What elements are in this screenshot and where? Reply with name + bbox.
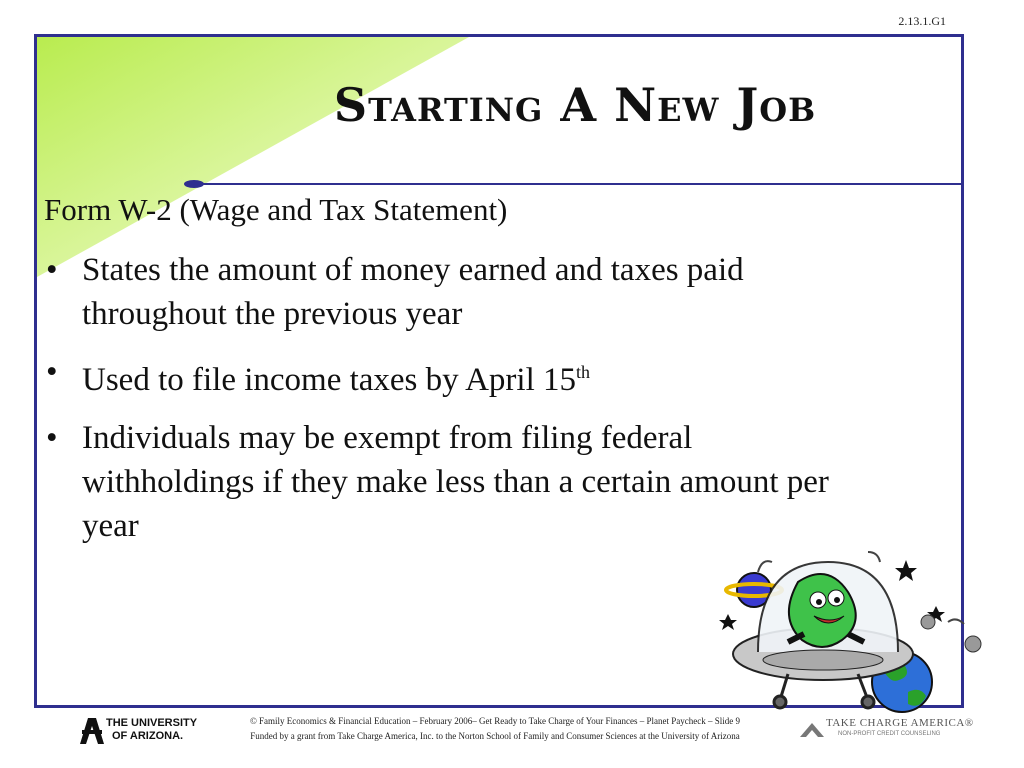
tca-subtitle: NON-PROFIT CREDIT COUNSELING [838, 731, 941, 737]
green-corner-accent [37, 37, 469, 277]
title-underline-knob [184, 180, 204, 188]
slide-code: 2.13.1.G1 [898, 14, 946, 28]
bullet-marker: • [46, 420, 58, 456]
tca-name: TAKE CHARGE AMERICA® [826, 717, 974, 729]
university-logo-text [106, 717, 197, 743]
bullet-superscript: th [576, 362, 591, 382]
bullet-marker: • [46, 354, 58, 390]
university-line-2: OF ARIZONA. [112, 730, 184, 742]
bullet-text: Used to file income taxes by April 15 [82, 362, 576, 398]
footer-line-1: © Family Economics & Financial Education – February 2006– Get Ready to Take Charge of Your Finances – Planet Paycheck – Slide 9 [249, 716, 741, 726]
bullet-list [44, 248, 844, 562]
footer-credits [204, 714, 786, 744]
bullet-item [44, 416, 844, 548]
bullet-marker: • [46, 252, 58, 288]
footer-line-2: Funded by a grant from Take Charge America, Inc. to the Norton School of Family and Consumer Sciences at the University of Arizona [250, 731, 740, 741]
bullet-text: States the amount of money earned and taxes paid throughout the previous year [82, 252, 744, 332]
bullet-item [44, 350, 844, 402]
university-line-1: THE UNIVERSITY [106, 717, 198, 729]
section-heading: Form W-2 (Wage and Tax Statement) [44, 192, 508, 227]
slide-title: Starting A New Job [333, 78, 817, 132]
alien-spaceship-clipart [718, 542, 988, 722]
bullet-item [44, 248, 844, 336]
bullet-text: Individuals may be exempt from filing federal withholdings if they make less than a certain amount per year [82, 420, 829, 544]
